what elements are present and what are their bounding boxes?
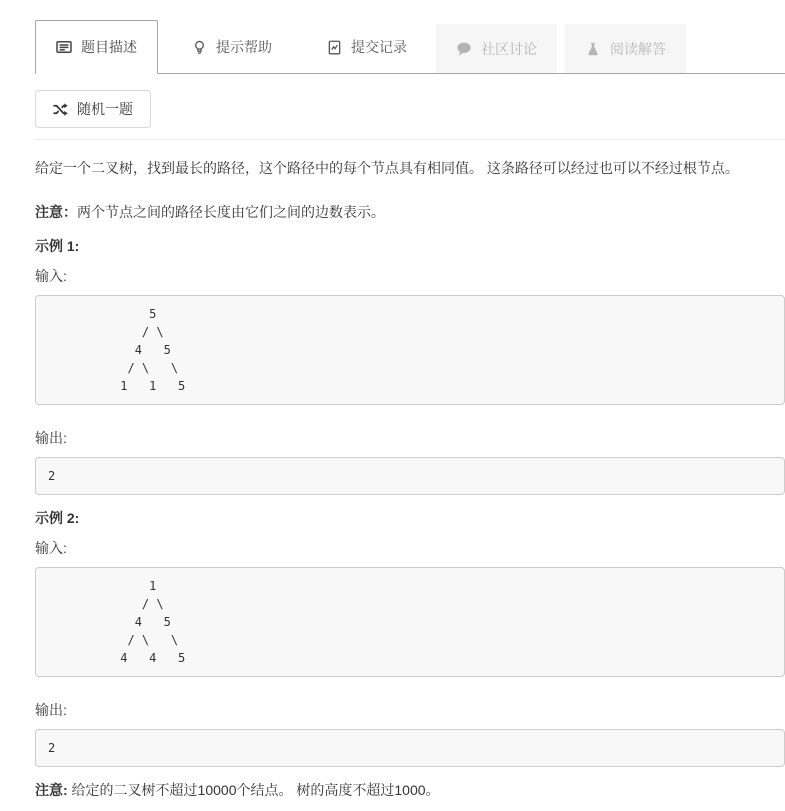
random-question-label: 随机一题 [77,101,133,117]
tab-submissions[interactable] [305,20,428,74]
problem-content [35,151,785,811]
discuss-icon [456,41,472,57]
example-1-output-code: 2 [35,457,785,495]
example-1-title: 示例 1: [35,238,80,254]
note-label: 注意： [35,204,77,220]
example-2-title: 示例 2: [35,510,80,526]
hint-icon [191,39,207,55]
toolbar [35,90,785,128]
submissions-icon [326,39,342,55]
example-2-output-code: 2 [35,729,785,767]
solution-icon [585,41,601,57]
example-2-output-label: 输出: [35,702,67,718]
example-1-output-label: 输出: [35,430,67,446]
example-1-input-code: 5 / \ 4 5 / \ \ 1 1 5 [35,295,785,405]
constraint-text: 给定的二叉树不超过10000个结点。 树的高度不超过1000。 [67,782,440,798]
tab-problem-description[interactable] [35,20,158,74]
tab-label: 提交记录 [351,39,407,55]
tab-bar [35,20,785,74]
tab-solution [565,24,686,73]
constraint-label: 注意: [35,782,68,798]
tab-label: 社区讨论 [481,40,537,57]
problem-constraint [35,779,785,801]
note-text: 两个节点之间的路径长度由它们之间的边数表示。 [77,204,385,220]
tab-label: 题目描述 [81,39,137,55]
example-1-input-label: 输入: [35,268,67,284]
example-2-input-label: 输入: [35,540,67,556]
problem-note [35,201,785,223]
example-2-input-code: 1 / \ 4 5 / \ \ 4 4 5 [35,567,785,677]
tab-hints[interactable] [170,20,293,74]
tab-label: 阅读解答 [610,40,666,57]
description-icon [56,39,72,55]
tab-label: 提示帮助 [216,39,272,55]
problem-description: 给定一个二叉树，找到最长的路径，这个路径中的每个节点具有相同值。 这条路径可以经过也可以不经过根节点。 [35,160,739,176]
tab-discuss [436,24,557,73]
random-question-button[interactable] [35,90,151,128]
divider [35,139,785,140]
shuffle-icon [53,102,68,117]
